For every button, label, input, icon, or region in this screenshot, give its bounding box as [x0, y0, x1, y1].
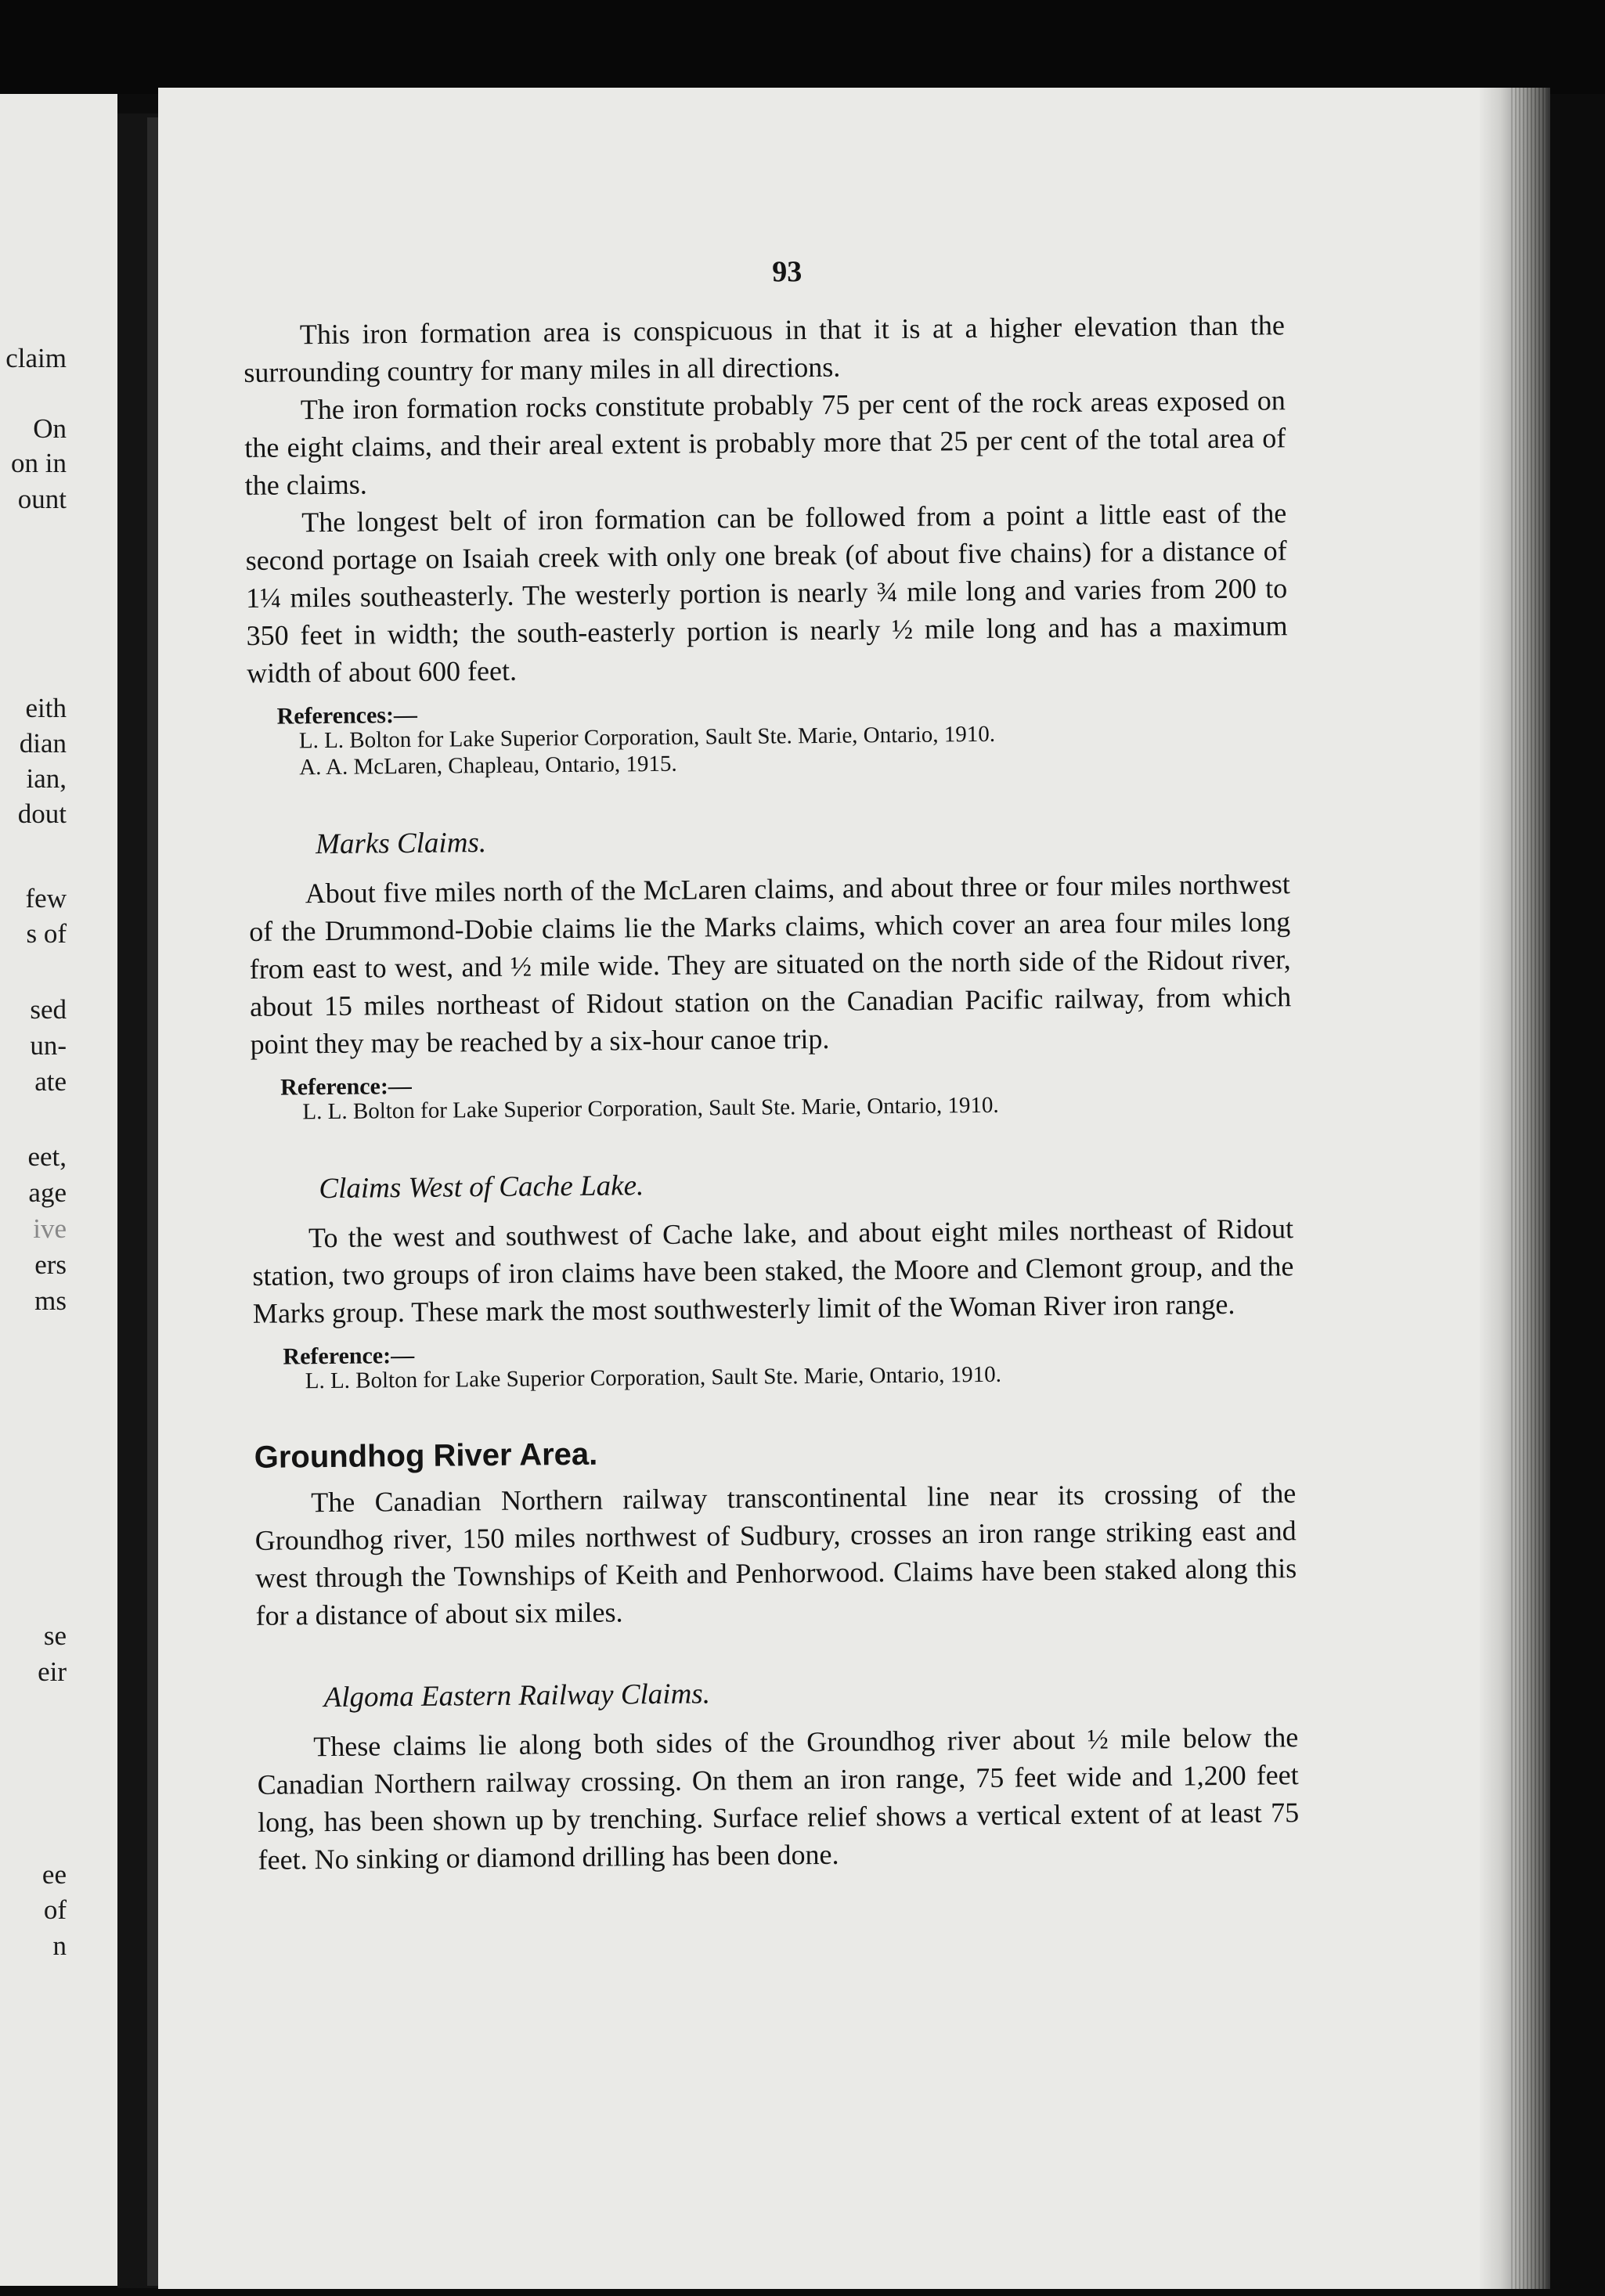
page-number: 93 — [771, 255, 802, 289]
left-text-fragment: of — [43, 1894, 67, 1925]
reference-heading: Reference:— — [283, 1342, 415, 1370]
left-text-fragment: few — [25, 883, 67, 914]
left-text-fragment: on in — [11, 448, 67, 478]
left-text-fragment: un- — [30, 1030, 67, 1061]
left-text-fragment: On — [33, 413, 67, 444]
left-text-fragment: n — [52, 1930, 67, 1961]
left-text-fragment: ers — [34, 1249, 67, 1280]
left-text-fragment: age — [28, 1177, 67, 1208]
paragraph: These claims lie along both sides of the Groundhog river about ½ mile below the Canadian Northern railway crossing. On them an iron range, 75 feet wide and 1,200 feet long, has been shown up by trenching. Surface relief shows a vertical extent of at least 75 feet. No sinking or diamond drilling has been done. — [257, 1721, 1300, 1876]
left-text-fragment: ee — [41, 1859, 67, 1890]
paragraph: The iron formation rocks constitute probably 75 per cent of the rock areas exposed on the eight claims, and their areal extent is probably more that 25 per cent of the total area of the claims. — [244, 384, 1286, 501]
left-text-fragment: ount — [17, 484, 67, 514]
section-heading-cache-lake: Claims West of Cache Lake. — [319, 1170, 644, 1206]
page-edge-stack — [1511, 88, 1545, 2289]
left-text-fragment: ate — [34, 1066, 67, 1097]
references-heading: References:— — [276, 701, 418, 730]
section-heading-algoma-eastern: Algoma Eastern Railway Claims. — [323, 1678, 711, 1714]
left-page-fragment — [0, 94, 117, 2286]
left-text-fragment: ian, — [26, 763, 67, 794]
reference-line: L. L. Bolton for Lake Superior Corporation, Sault Ste. Marie, Ontario, 1910. — [305, 1361, 1002, 1394]
left-text-fragment: claim — [5, 343, 67, 373]
left-text-fragment: se — [43, 1620, 67, 1651]
paragraph: This iron formation area is conspicuous in that it is at a higher elevation than the surrounding country for many miles in all directions. — [243, 309, 1286, 388]
reference-line: L. L. Bolton for Lake Superior Corporation, Sault Ste. Marie, Ontario, 1910. — [298, 721, 996, 754]
reference-heading: Reference:— — [280, 1072, 413, 1101]
left-text-fragment: dout — [17, 798, 67, 829]
paragraph: About five miles north of the McLaren claims, and about three or four miles northwest of the Drummond-Dobie claims lie the Marks claims, which cover an area four miles long from east to west, and ½ mile wide. They are situated on the north side of the Ridout river, about 15 miles northeast of Ridout station on the Canadian Pacific railway, from which point they may be reached by a six-hour canoe trip. — [249, 868, 1292, 1060]
paragraph: The Canadian Northern railway transcontinental line near its crossing of the Groundhog river, 150 miles northwest of Sudbury, crosses an iron range striking east and west through the Townships of Keith and Penhorwood. Claims have been staked along this for a distance of about six miles. — [254, 1477, 1297, 1631]
reference-line: L. L. Bolton for Lake Superior Corporation, Sault Ste. Marie, Ontario, 1910. — [302, 1092, 999, 1125]
left-text-fragment: dian — [19, 728, 67, 759]
reference-line: A. A. McLaren, Chapleau, Ontario, 1915. — [299, 751, 677, 780]
paragraph: To the west and southwest of Cache lake, and about eight miles northeast of Ridout station, two groups of iron claims have been staked, the Moore and Clemont group, and the Marks group. These mark the most southwesterly limit of the Woman River iron range. — [252, 1213, 1294, 1329]
left-text-fragment: ms — [34, 1285, 67, 1316]
scan-background-top — [0, 0, 1605, 94]
left-text-fragment: eir — [38, 1656, 67, 1687]
book-gutter-shadow — [147, 117, 158, 2286]
section-heading-groundhog-river: Groundhog River Area. — [254, 1436, 598, 1475]
left-text-fragment: eet, — [27, 1141, 67, 1172]
paragraph: The longest belt of iron formation can be followed from a point a little east of the second portage on Isaiah creek with only one break (of about five chains) for a distance of 1¼ miles southeasterly. The westerly portion is nearly ¾ mile long and varies from 200 to 350 feet in width; the south-easterly portion is nearly ½ mile long and has a maximum width of about 600 feet. — [245, 497, 1288, 689]
left-text-fragment: eith — [25, 693, 67, 723]
left-text-fragment: ive — [33, 1213, 67, 1244]
left-text-fragment: s of — [26, 918, 67, 949]
page-text — [243, 248, 1300, 1879]
section-heading-marks-claims: Marks Claims. — [315, 827, 487, 861]
left-text-fragment: sed — [30, 994, 67, 1025]
